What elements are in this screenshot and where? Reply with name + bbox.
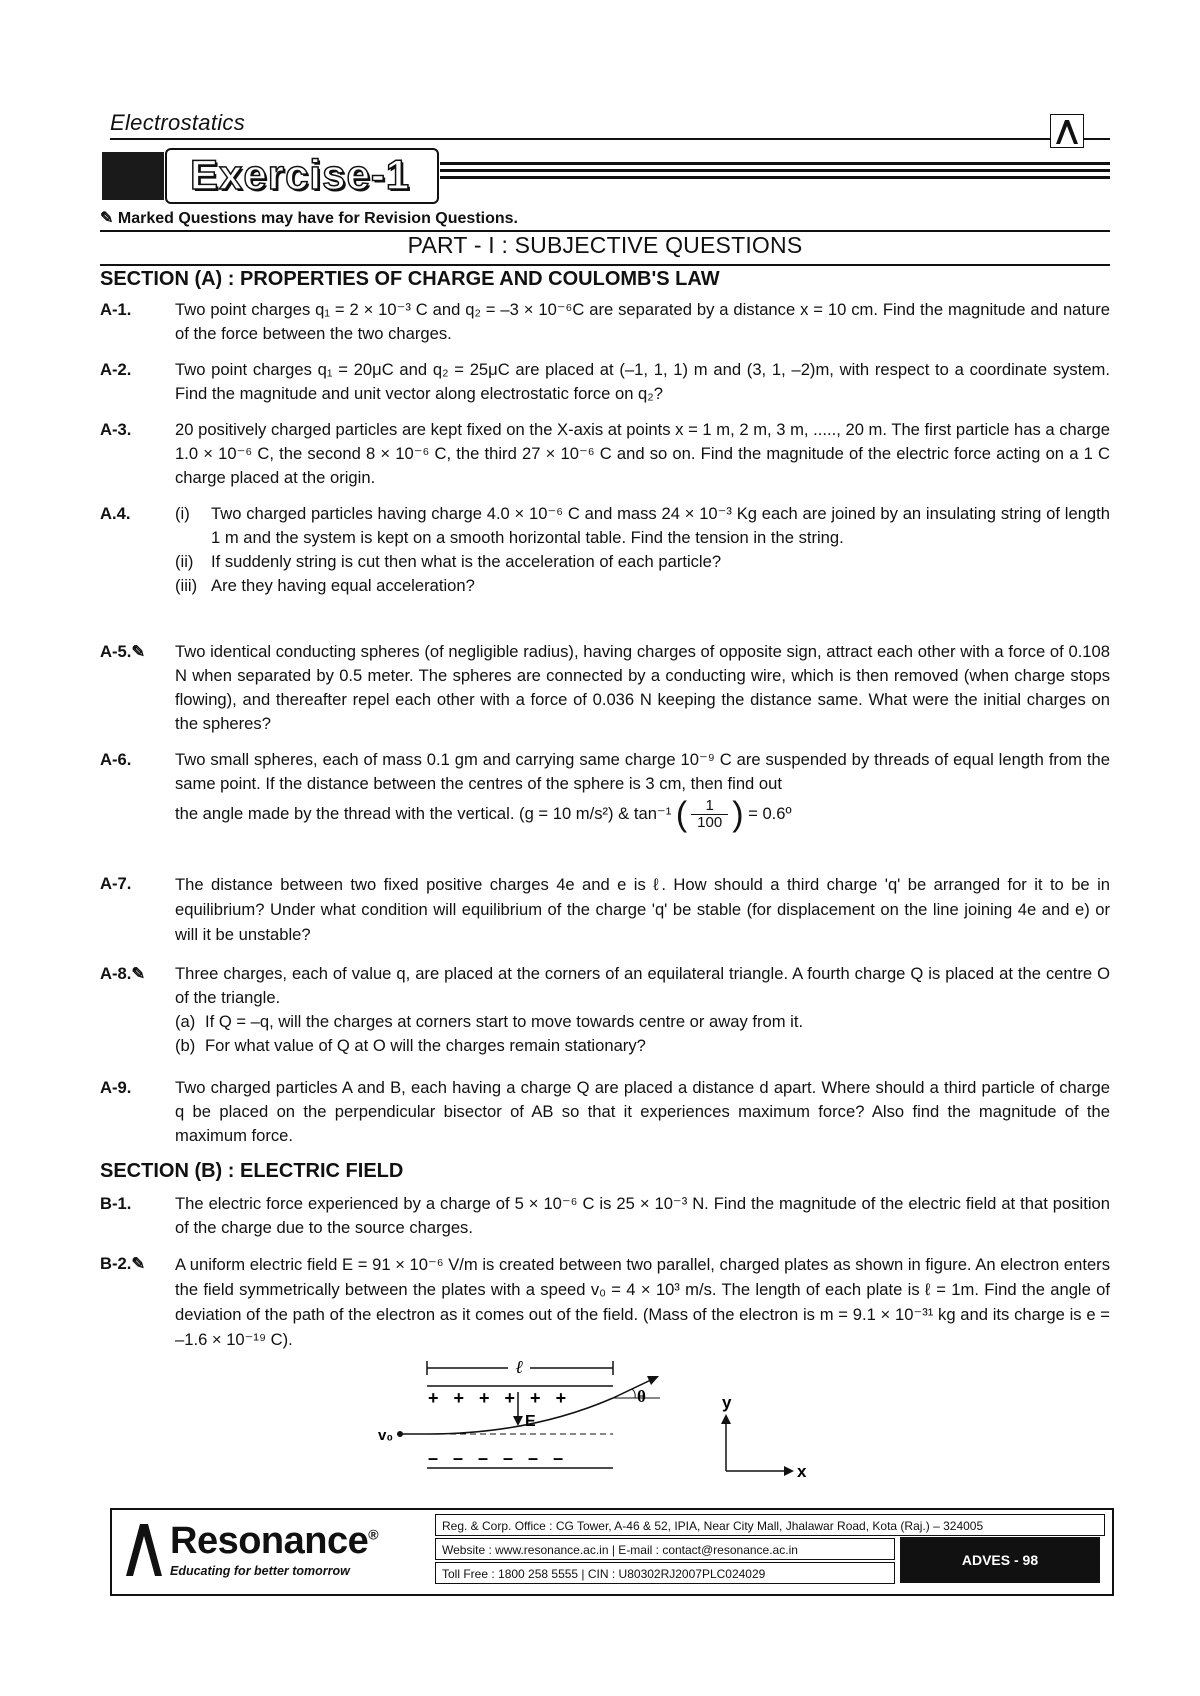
pencil-icon: ✎: [131, 642, 146, 661]
resonance-logo-icon: [1050, 114, 1084, 148]
sub-label: (ii): [175, 552, 194, 571]
question-a2: [100, 358, 1110, 406]
brand-name: [170, 1520, 378, 1563]
formula-result: = 0.6º: [748, 803, 792, 823]
bottom-plate-charges: – – – – – –: [428, 1448, 564, 1468]
sub-text: If suddenly string is cut then what is the acceleration of each particle?: [211, 552, 722, 571]
top-plate-charges: + + + + + +: [428, 1388, 567, 1408]
paren-close: ): [732, 795, 744, 834]
question-text: Two point charges q₁ = 20μC and q₂ = 25μC are placed at (–1, 1, 1) m and (3, 1, –2)m, with respect to a coordinate system. Find the magnitude and unit vector along electrostatic force on q₂?: [175, 360, 1110, 403]
paren-open: (: [675, 795, 688, 834]
y-axis-arrowhead: [721, 1414, 731, 1424]
question-a4: [100, 502, 1110, 598]
registered-mark: ®: [368, 1526, 379, 1543]
question-a9: [100, 1076, 1110, 1148]
question-number: A-7.: [100, 874, 132, 893]
angle-arc: [632, 1389, 635, 1398]
v0-label: v₀: [378, 1427, 394, 1444]
question-number: A-2.: [100, 360, 132, 379]
section-b-title: SECTION (B) : ELECTRIC FIELD: [100, 1160, 404, 1182]
question-a1: [100, 298, 1110, 346]
fraction-denominator: 100: [691, 814, 728, 831]
formula-text: the angle made by the thread with the vertical. (g = 10 m/s²) & tan⁻¹: [175, 803, 672, 823]
part-title: PART - I : SUBJECTIVE QUESTIONS: [407, 232, 803, 258]
question-text: Two small spheres, each of mass 0.1 gm and carrying same charge 10⁻⁹ C are suspended by threads of equal length from the same point. If the distance between the centres of the sphere is 3 cm, then find out: [175, 750, 1110, 793]
pencil-icon: ✎: [131, 964, 146, 983]
question-number: A-3.: [100, 420, 132, 439]
question-a3: [100, 418, 1110, 490]
question-text: Two charged particles A and B, each having a charge Q are placed a distance d apart. Where should a third particle of charge q be placed on the perpendicular bisector of AB so that it experiences maximum force? Also find the magnitude of the maximum force.: [175, 1078, 1110, 1145]
question-text: The electric force experienced by a charge of 5 × 10⁻⁶ C is 25 × 10⁻³ N. Find the magnitude of the electric field at that position of the charge due to the source charges.: [175, 1194, 1110, 1237]
fraction-numerator: 1: [705, 797, 714, 814]
theta-label: θ: [637, 1387, 646, 1406]
exercise-title: Exercise-1: [190, 151, 411, 198]
sub-text: For what value of Q at O will the charges remain stationary?: [205, 1036, 646, 1055]
office-address: Reg. & Corp. Office : CG Tower, A-46 & 52, IPIA, Near City Mall, Jhalawar Road, Kota (Raj.) – 324005: [435, 1514, 1105, 1536]
subject-title: Electrostatics: [110, 110, 246, 135]
sub-question: [175, 550, 1110, 574]
electric-field-figure: [360, 1356, 880, 1486]
question-number-text: A-8.: [100, 964, 132, 983]
exercise-lines: [440, 162, 1110, 183]
field-label: E: [525, 1413, 536, 1430]
question-number: [100, 1252, 145, 1276]
question-number: A-1.: [100, 300, 132, 319]
question-text: The distance between two fixed positive charges 4e and e is ℓ. How should a third charge 'q' be arranged for it to be in equilibrium? Under what condition will equilibrium of the charge 'q' be stable (for displacement on the line joining 4e and e) or will it be unstable?: [175, 875, 1110, 944]
question-text: Three charges, each of value q, are placed at the corners of an equilateral triangle. A fourth charge Q is placed at the centre O of the triangle.: [175, 964, 1110, 1007]
x-axis-arrowhead: [784, 1466, 794, 1476]
sub-label: (iii): [175, 576, 198, 595]
page-number: ADVES - 98: [900, 1537, 1100, 1583]
pencil-icon: ✎: [131, 1254, 146, 1273]
question-formula: [175, 795, 1110, 834]
question-number-text: B-2.: [100, 1254, 132, 1273]
fraction: [691, 798, 728, 831]
x-axis-label: x: [797, 1462, 807, 1481]
question-number: [100, 640, 145, 664]
question-number: A.4.: [100, 504, 131, 523]
sub-text: Are they having equal acceleration?: [211, 576, 475, 595]
sub-question: [175, 1010, 1110, 1034]
marked-note: [100, 208, 518, 228]
question-text: Two point charges q₁ = 2 × 10⁻³ C and q₂ = –3 × 10⁻⁶C are separated by a distance x = 10 cm. Find the magnitude and nature of the force between the two charges.: [175, 300, 1110, 343]
header-rule: [110, 138, 1110, 140]
marked-note-text: Marked Questions may have for Revision Questions.: [117, 210, 518, 227]
question-a7: [100, 872, 1110, 947]
question-number-text: A-5.: [100, 642, 132, 661]
sub-text: If Q = –q, will the charges at corners start to move towards centre or away from it.: [205, 1012, 804, 1031]
question-b2: [100, 1252, 1110, 1352]
question-b1: [100, 1192, 1110, 1240]
website-email: Website : www.resonance.ac.in | E-mail : contact@resonance.ac.in: [435, 1538, 895, 1560]
pencil-icon: ✎: [100, 210, 114, 227]
sub-question: [175, 574, 1110, 598]
sub-text: Two charged particles having charge 4.0 × 10⁻⁶ C and mass 24 × 10⁻³ Kg each are joined by an insulating string of length 1 m and the system is kept on a smooth horizontal table. Find the tension in the string.: [211, 504, 1110, 547]
rule: [100, 264, 1110, 266]
question-a6: [100, 748, 1110, 834]
sub-question: [175, 1034, 1110, 1058]
resonance-logo-icon: [122, 1520, 166, 1578]
question-text: Two identical conducting spheres (of negligible radius), having charges of opposite sign, attract each other with a force of 0.108 N when separated by 0.5 meter. The spheres are connected by a conducting wire, which is then removed (when charge stops flowing), and thereafter repel each other with a force of 0.036 N keeping the distance same. What were the initial charges on the spheres?: [175, 642, 1110, 733]
section-a-title: SECTION (A) : PROPERTIES OF CHARGE AND COULOMB'S LAW: [100, 268, 720, 290]
question-text: A uniform electric field E = 91 × 10⁻⁶ V/m is created between two parallel, charged plates as shown in figure. An electron enters the field symmetrically between the plates with a speed v₀ = 4 × 10³ m/s. The length of each plate is ℓ = 1m. Find the angle of deviation of the path of the electron as it comes out of the field. (Mass of the electron is m = 9.1 × 10⁻³¹ kg and its charge is e = –1.6 × 10⁻¹⁹ C).: [175, 1255, 1110, 1349]
question-text: 20 positively charged particles are kept fixed on the X-axis at points x = 1 m, 2 m, 3 m, ....., 20 m. The first particle has a charge 1.0 × 10⁻⁶ C, the second 8 × 10⁻⁶ C, the third 27 × 10⁻⁶ C and so on. Find the magnitude of the electric force acting on a 1 C charge placed at the origin.: [175, 420, 1110, 487]
field-arrowhead: [513, 1416, 523, 1426]
brand-name-text: Resonance: [170, 1520, 369, 1562]
question-a5: [100, 640, 1110, 736]
sub-label: (b): [175, 1036, 196, 1055]
question-number: A-9.: [100, 1078, 132, 1097]
y-axis-label: y: [722, 1393, 732, 1412]
tollfree-cin: Toll Free : 1800 258 5555 | CIN : U80302RJ2007PLC024029: [435, 1562, 895, 1584]
sub-question: [175, 502, 1110, 550]
exercise-bar: [102, 152, 164, 200]
sub-label: (a): [175, 1012, 196, 1031]
question-a8: [100, 962, 1110, 1058]
question-number: [100, 962, 145, 986]
length-label: ℓ: [515, 1357, 523, 1377]
brand-tagline: Educating for better tomorrow: [170, 1564, 350, 1578]
question-number: B-1.: [100, 1194, 132, 1213]
question-number: A-6.: [100, 750, 132, 769]
sub-label: (i): [175, 504, 190, 523]
